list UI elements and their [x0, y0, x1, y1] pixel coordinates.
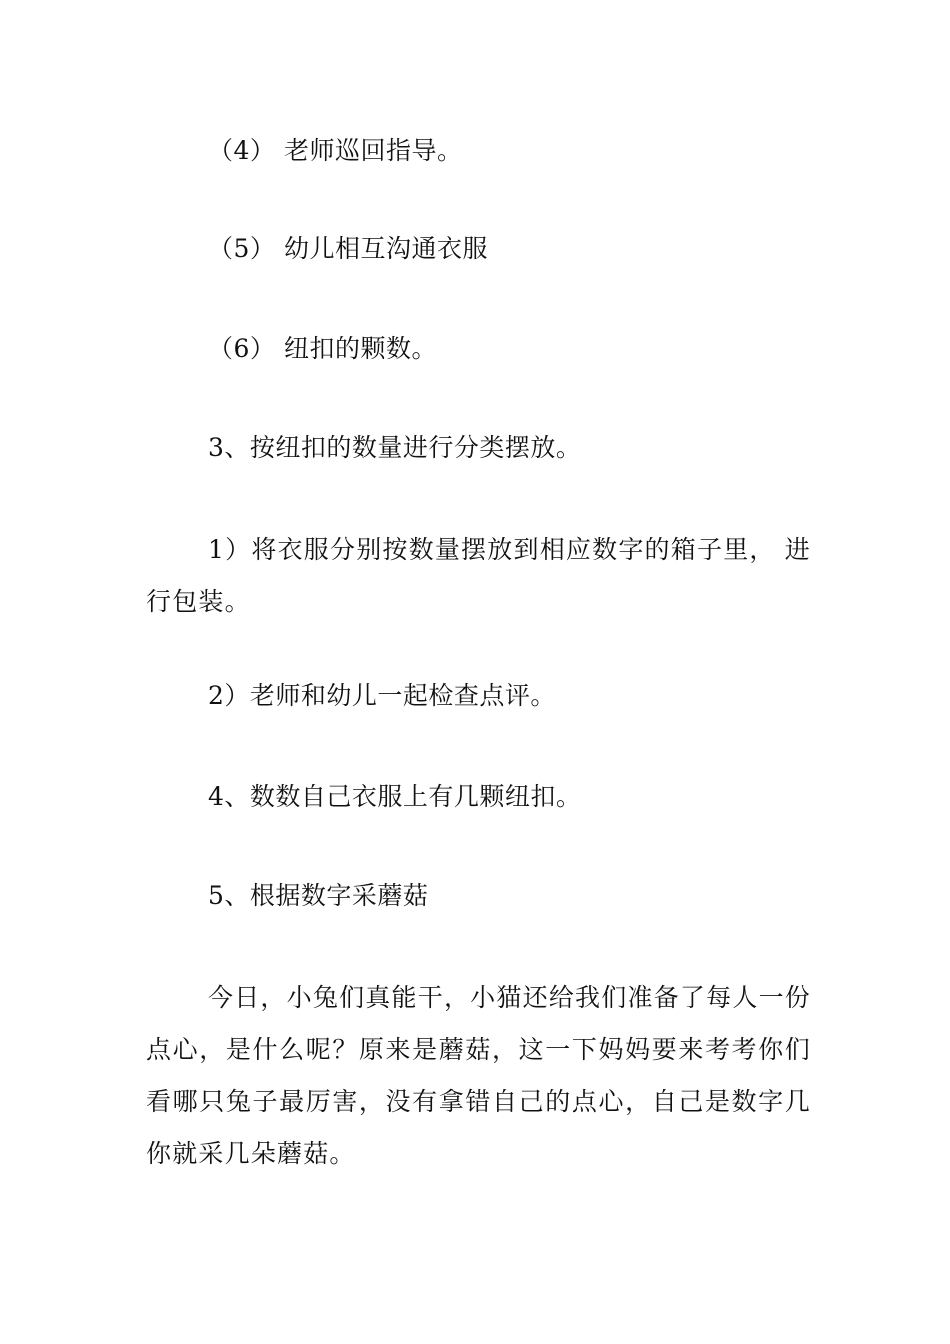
paragraph: 1）将衣服分别按数量摆放到相应数字的箱子里， 进行包装。 — [146, 535, 811, 616]
sub-step: 2）老师和幼儿一起检查点评。 — [208, 681, 556, 710]
paragraph: 今日，小兔们真能干，小猫还给我们准备了每人一份点心，是什么呢？原来是蘑菇，这一下妈妈要来考考你们看哪只兔子最厉害，没有拿错自己的点心，自己是数字几你就采几朵蘑菇。 — [146, 983, 811, 1168]
item-number: （5） — [208, 234, 276, 263]
step-heading: 3、按纽扣的数量进行分类摆放。 — [208, 433, 582, 462]
list-item — [208, 234, 488, 264]
item-text: 幼儿相互沟通衣服 — [284, 234, 489, 263]
list-item — [208, 334, 437, 364]
item-number: （4） — [208, 136, 276, 165]
item-number: （6） — [208, 334, 276, 363]
item-text: 纽扣的颗数。 — [284, 334, 438, 363]
list-item — [208, 136, 463, 166]
step-heading: 5、根据数字采蘑菇 — [208, 881, 429, 910]
step-heading: 4、数数自己衣服上有几颗纽扣。 — [208, 782, 582, 811]
item-text: 老师巡回指导。 — [284, 136, 463, 165]
